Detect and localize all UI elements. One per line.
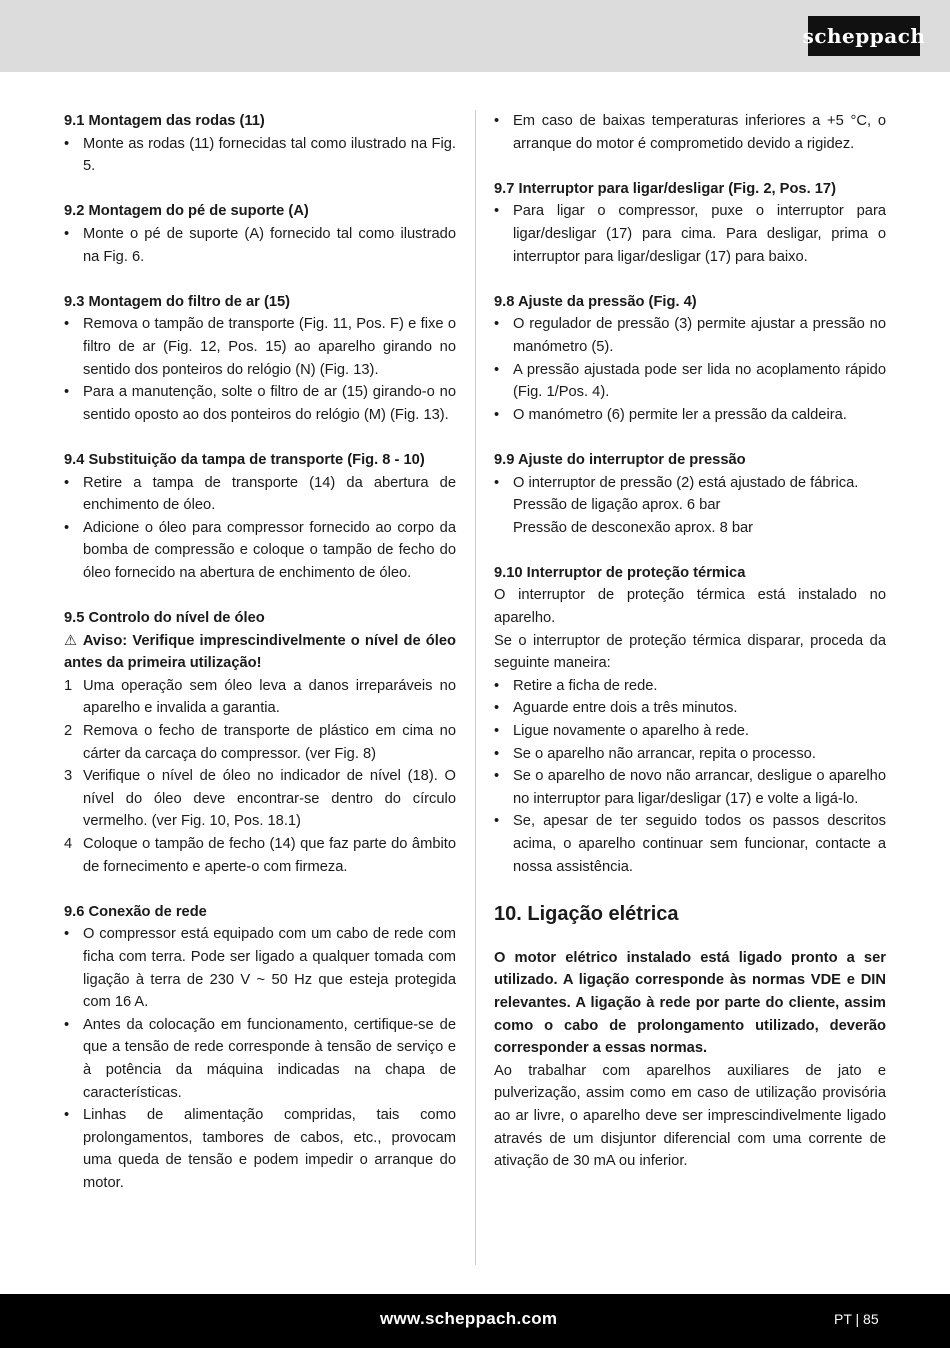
bullet-marker: •	[494, 406, 500, 423]
list-item-text: Retire a ficha de rede.	[513, 677, 658, 694]
list-item-text: Verifique o nível de óleo no indicador de nível (18). O nível do óleo deve encontrar-se dentro do círculo vermelho. (ver Fig. 10, Pos. 18.1)	[83, 768, 456, 830]
section	[64, 200, 456, 268]
list-item	[494, 675, 886, 698]
section-heading: 9.5 Controlo do nível de óleo	[64, 610, 265, 627]
bullet-marker: •	[494, 723, 500, 740]
list-item-text: Se o aparelho não arrancar, repita o processo.	[513, 745, 816, 762]
list-item-text: Remova o fecho de transporte de plástico em cima no cárter da carcaça do compressor. (ver Fig. 8)	[83, 723, 456, 762]
bullet-marker: •	[494, 361, 500, 378]
list-item	[64, 517, 456, 585]
list-item	[494, 200, 886, 268]
bullet-marker: •	[64, 384, 70, 401]
bullet-marker: •	[494, 700, 500, 717]
list-item-text: Retire a tampa de transporte (14) da abertura de enchimento de óleo.	[83, 474, 456, 514]
list-item-text: Remova o tampão de transporte (Fig. 11, Pos. F) e fixe o filtro de ar (Fig. 12, Pos. 15) ao aparelho girando no sentido dos ponteiros do relógio (N) (Fig. 13).	[83, 316, 456, 378]
list-item	[494, 720, 886, 743]
bullet-marker: •	[64, 1016, 70, 1033]
bullet-marker: •	[494, 113, 500, 129]
list-item-text: Adicione o óleo para compressor fornecido ao corpo da bomba de compressão e coloque o tampão de fecho do óleo fornecido na abertura de enchimento de óleo.	[83, 519, 456, 581]
list-item	[64, 765, 456, 833]
bullet-marker: •	[64, 474, 70, 491]
brand-logo: scheppach	[808, 16, 920, 56]
list-item-line: Pressão de desconexão aprox. 8 bar	[513, 519, 754, 536]
warning-icon: ⚠	[64, 632, 79, 649]
bullet-marker: •	[494, 316, 500, 333]
list-item	[64, 675, 456, 720]
bullet-marker: •	[494, 474, 500, 491]
bullet-marker: •	[64, 926, 70, 943]
number-marker: 1	[64, 677, 73, 694]
list-item-text: Monte o pé de suporte (A) fornecido tal como ilustrado na Fig. 6.	[83, 225, 456, 265]
paragraph: O interruptor de proteção térmica está instalado no aparelho.	[494, 587, 886, 627]
footer-bar	[0, 1294, 950, 1348]
section-heading: 9.9 Ajuste do interruptor de pressão	[494, 451, 746, 468]
number-marker: 2	[64, 723, 73, 740]
left-column	[64, 110, 456, 1217]
section-heading: 9.2 Montagem do pé de suporte (A)	[64, 203, 309, 220]
list-item-text: Se, apesar de ter seguido todos os passos descritos acima, o aparelho continuar sem funcionar, contacte a nossa assistência.	[513, 813, 886, 875]
list-item-text: Em caso de baixas temperaturas inferiores a +5 °C, o arranque do motor é comprometido devido a rigidez.	[513, 113, 886, 152]
bullet-marker: •	[64, 225, 70, 242]
section-heading: 9.3 Montagem do filtro de ar (15)	[64, 293, 291, 310]
list-item-text: O regulador de pressão (3) permite ajustar a pressão no manómetro (5).	[513, 316, 886, 355]
list-item-line: Pressão de ligação aprox. 6 bar	[513, 497, 721, 514]
bullet-marker: •	[64, 519, 70, 536]
list-item-text: A pressão ajustada pode ser lida no acoplamento rápido (Fig. 1/Pos. 4).	[513, 361, 886, 401]
section-heading: 9.10 Interruptor de proteção térmica	[494, 564, 746, 581]
list-item	[494, 810, 886, 878]
paragraph: Se o interruptor de proteção térmica disparar, proceda da seguinte maneira:	[494, 632, 886, 672]
section-heading: 9.7 Interruptor para ligar/desligar (Fig. 2, Pos. 17)	[494, 180, 836, 197]
chapter-10-heading: 10. Ligação elétrica	[494, 902, 679, 925]
bullet-marker: •	[494, 677, 500, 694]
list-item	[64, 923, 456, 1013]
section	[64, 291, 456, 427]
list-item	[64, 720, 456, 765]
list-item	[64, 833, 456, 878]
list-item-text: O compressor está equipado com um cabo de rede com ficha com terra. Pode ser ligado a qualquer tomada com ligação à terra de 230 V ~ 50 Hz que esteja protegida com 16 A.	[83, 926, 456, 1011]
list-item-text: Se o aparelho de novo não arrancar, desligue o aparelho no interruptor para ligar/desligar (17) e volte a ligá-lo.	[513, 768, 886, 807]
list-item	[494, 472, 886, 540]
list-item-text: Para a manutenção, solte o filtro de ar (15) girando-o no sentido oposto ao dos ponteiros do relógio (M) (Fig. 13).	[83, 384, 456, 423]
list-item-text: O interruptor de pressão (2) está ajustado de fábrica.	[513, 474, 859, 491]
right-column	[494, 110, 886, 1173]
section-heading: 9.4 Substituição da tampa de transporte (Fig. 8 - 10)	[64, 451, 425, 468]
right-sections	[494, 110, 886, 878]
section	[64, 607, 456, 878]
list-item-text: Linhas de alimentação compridas, tais como prolongamentos, tambores de cabos, etc., provocam uma queda de tensão e podem impedir o arranque do motor.	[83, 1107, 456, 1191]
list-item-text: Ligue novamente o aparelho à rede.	[513, 723, 749, 740]
bullet-marker: •	[494, 203, 500, 220]
list-item	[494, 743, 886, 766]
list-item	[494, 110, 886, 155]
list-item	[494, 313, 886, 358]
bullet-marker: •	[494, 745, 500, 762]
list-item	[64, 1104, 456, 1194]
section	[494, 449, 886, 539]
website-url: www.scheppach.com	[380, 1309, 558, 1328]
list-item	[64, 1014, 456, 1104]
chapter-10-bold-text: O motor elétrico instalado está ligado pronto a ser utilizado. A ligação corresponde às normas VDE e DIN relevantes. A ligação à rede por parte do cliente, assim como o cabo de prolongamento utilizado, deverão corresponder a essas normas.	[494, 949, 886, 1057]
bullet-marker: •	[64, 135, 70, 152]
list-item	[494, 697, 886, 720]
list-item	[64, 223, 456, 268]
section-heading: 9.6 Conexão de rede	[64, 903, 207, 920]
warning-notice	[64, 630, 456, 675]
section-heading: 9.8 Ajuste da pressão (Fig. 4)	[494, 293, 697, 310]
number-marker: 4	[64, 836, 73, 852]
list-item-text: Coloque o tampão de fecho (14) que faz parte do âmbito de fornecimento e aperte-o com firmeza.	[83, 836, 456, 875]
bullet-marker: •	[494, 768, 500, 785]
bullet-marker: •	[494, 813, 500, 830]
section	[64, 449, 456, 585]
section	[494, 178, 886, 268]
section	[64, 901, 456, 1195]
list-item	[64, 472, 456, 517]
list-item-text: Antes da colocação em funcionamento, certifique-se de que a tensão de rede corresponde à tensão de serviço e à potência da máquina indicadas na chapa de características.	[83, 1016, 456, 1101]
section	[494, 562, 886, 878]
column-divider	[475, 110, 476, 1265]
warning-text: Aviso: Verifique imprescindivelmente o nível de óleo antes da primeira utilização!	[64, 632, 456, 672]
list-item	[494, 359, 886, 404]
section-heading: 9.1 Montagem das rodas (11)	[64, 113, 265, 129]
section	[494, 291, 886, 427]
list-item	[64, 313, 456, 381]
number-marker: 3	[64, 768, 73, 785]
section	[64, 110, 456, 178]
list-item	[494, 404, 886, 427]
list-item-text: Uma operação sem óleo leva a danos irreparáveis no aparelho e invalida a garantia.	[83, 677, 456, 717]
list-item-text: Para ligar o compressor, puxe o interruptor para ligar/desligar (17) para cima. Para desligar, prima o interruptor para ligar/desligar (17) para baixo.	[513, 203, 886, 265]
bullet-marker: •	[64, 1107, 70, 1124]
section	[494, 110, 886, 155]
chapter-10-text: Ao trabalhar com aparelhos auxiliares de jato e pulverização, assim como em caso de utilização provisória ao ar livre, o aparelho deve ser imprescindivelmente ligado através de um disjuntor diferencial com uma corrente de ativação de 30 mA ou inferior.	[494, 1062, 886, 1170]
page-number: PT | 85	[834, 1311, 879, 1327]
list-item-text: Monte as rodas (11) fornecidas tal como ilustrado na Fig. 5.	[83, 135, 456, 175]
list-item	[64, 133, 456, 178]
list-item	[494, 765, 886, 810]
list-item-text: O manómetro (6) permite ler a pressão da caldeira.	[513, 406, 847, 423]
list-item-text: Aguarde entre dois a três minutos.	[513, 700, 738, 717]
bullet-marker: •	[64, 316, 70, 333]
list-item	[64, 381, 456, 426]
